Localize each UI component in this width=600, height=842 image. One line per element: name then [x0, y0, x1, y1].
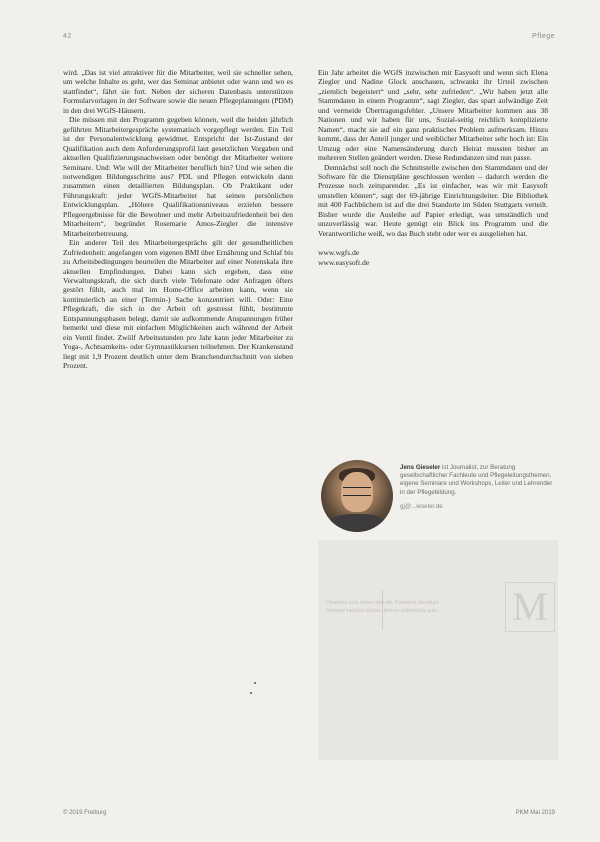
author-name: Jens Gieseler	[400, 464, 441, 471]
author-description: ist Journalist, zur Beratung gesellschaftlicher Fachleute und Pflegeleitungsthemen, eigene Seminare und Workshops, Leiter und Lehrender in der Pflegebildung.	[400, 464, 553, 496]
show-through-text: Vivamus quis lorem blandit. Praesent tincidunt tristique facilisis luctus ultrices adipiscing quis.	[326, 600, 439, 614]
paragraph: wird. „Das ist viel attraktiver für die Mitarbeiter, weil sie schneller sehen, um welche Inhalte es geht, wer das Seminar anbietet oder wann und wo es stattfindet“, fährt sie fort. Neben der sicheren Datenbasis unterstützen Formularvorlagen in der Software sowie die neuen Pflegeplanungen (PDM) in den drei WGfS-Häusern.	[63, 68, 293, 115]
paragraph: Demnächst soll noch die Schnittstelle zwischen den Stammdaten und der Software für die Dienstpläne geschlossen werden – dadurch werden die Prozesse noch zeitsparender. „Es ist einfacher, was wir mit Easysoft umstellen können“, sagt der 69-jährige Einrichtungsleiter. Die Bibliothek mit 400 Fachbüchern ist auf die drei Standorte im Süden Stuttgarts verteilt. Bisher wurde die Ausleihe auf Papier erledigt, was umständlich und unzuverlässig war. Heute genügt ein Blick ins Programm und die Verantwortliche weiß, wo das Buch steht oder wer es ausgeliehen hat.	[318, 162, 548, 238]
left-column	[63, 68, 293, 371]
footer-left: © 2019 Freiburg	[63, 810, 107, 816]
footer-right: PKM Mai 2019	[515, 810, 555, 816]
show-through-letter: M	[505, 582, 555, 632]
link-easysoft[interactable]: www.easysoft.de	[318, 257, 370, 267]
speck-dots	[250, 680, 262, 700]
right-column	[318, 68, 548, 267]
paragraph: Ein Jahr arbeitet die WGfS inzwischen mit Easysoft und wenn sich Elena Ziegler und Nadine Glock anschauen, schwankt ihr Urteil zwischen „ziemlich begeistert“ und „sehr, sehr zufrieden“. „Wir haben jetzt alle Stammdaten in einem Programm“, sagt Ziegler, das spart aufwändige Zeit und vermeide Übertragungsfehler. „Unsere Mitarbeiter kommen aus 38 Nationen und wir haben für uns, Sozial-seitig reichlich komplizierte Namen“, macht sie auf ein ganz praktisches Problem aufmerksam. Hinzu kommt, dass der Anteil junger und weiblicher Mitarbeiter sehr hoch ist: Ein Umzug oder eine Namensänderung durch Heirat mussten bisher an mehreren Stellen geändert werden. Diese Redundanzen sind nun passe.	[318, 68, 548, 163]
show-through-area	[318, 540, 558, 760]
author-box	[318, 458, 558, 530]
author-bio	[400, 464, 555, 511]
link-wgfs[interactable]: www.wgfs.de	[318, 248, 360, 258]
paragraph: Die müssen mit den Programm gegeben können, weil die beiden jährlich geführten Mitarbeitergespräche systematisch vorgepflegt werden. Ein Teil ist der Personalentwicklung gewidmet. Entspricht der Ist-Zustand der Qualifikation auch dem Anforderungsprofil laut gesetzlichen Vorgaben und aktuellen Qualifizierungsnachweisen oder benötigt der Mitarbeiter weitere Seminare. Und: Wie will der Mitarbeiter beruflich hin? Und wie sehen die notwendigen Bildungsschritte aus? PDL und Pflegen entwickeln dann zusammen einen detaillierten Bildungsplan. Ob Praktikant oder Führungskraft: jeder WGfS-Mitarbeiter hat seinen persönlichen Entwicklungsplan. „Höhere Qualifikationsniveaus erzielen bessere Pflegeergebnisse für die Bewohner und mehr Arbeitszufriedenheit bei den Mitarbeitern“, begründet Rosemarie Amos-Ziegler die intensive Mitarbeiterbetreuung.	[63, 115, 293, 238]
web-links	[318, 248, 548, 267]
page-number: 42	[63, 33, 72, 40]
section-label: Pflege	[532, 33, 555, 40]
paragraph: Ein anderer Teil des Mitarbeitergesprächs gilt der gesundheitlichen Zufriedenheit: angefangen vom eigenen BMI über Ernährung und Schlaf bis zu Arbeitsbedingungen beurteilen die Mitarbeiter auf einer Notenskala ihre aktuellen Empfindungen. Dabei kann sich ergeben, dass eine Verwaltungskraft, die sich durch viele Telefonate oder Anfragen öfters gestört fühlt, auch mal im Home-Office arbeiten kann, wenn sie kontinuierlich an einer (Termin-) Sache konzentriert will. Oder: Eine Pflegekraft, die sich in der Arbeit oft gestresst fühlt, bestimmte Entspannungsphasen belegt, damit sie aufkommende Anspannungen früher bemerkt und diese mit einfachen Möglichkeiten auch während der Arbeit ein Ventil findet. Zwölf Arbeitsstunden pro Jahr kann jeder Mitarbeiter zu Yoga-, Achtsamkeits- oder Gymnastikkursen teilnehmen. Der Krankenstand liegt mit 1,9 Prozent deutlich unter dem Branchendurchschnitt von sieben Prozent.	[63, 238, 293, 371]
author-email[interactable]: gj@...ieseler.de	[400, 502, 443, 510]
avatar	[321, 460, 393, 532]
